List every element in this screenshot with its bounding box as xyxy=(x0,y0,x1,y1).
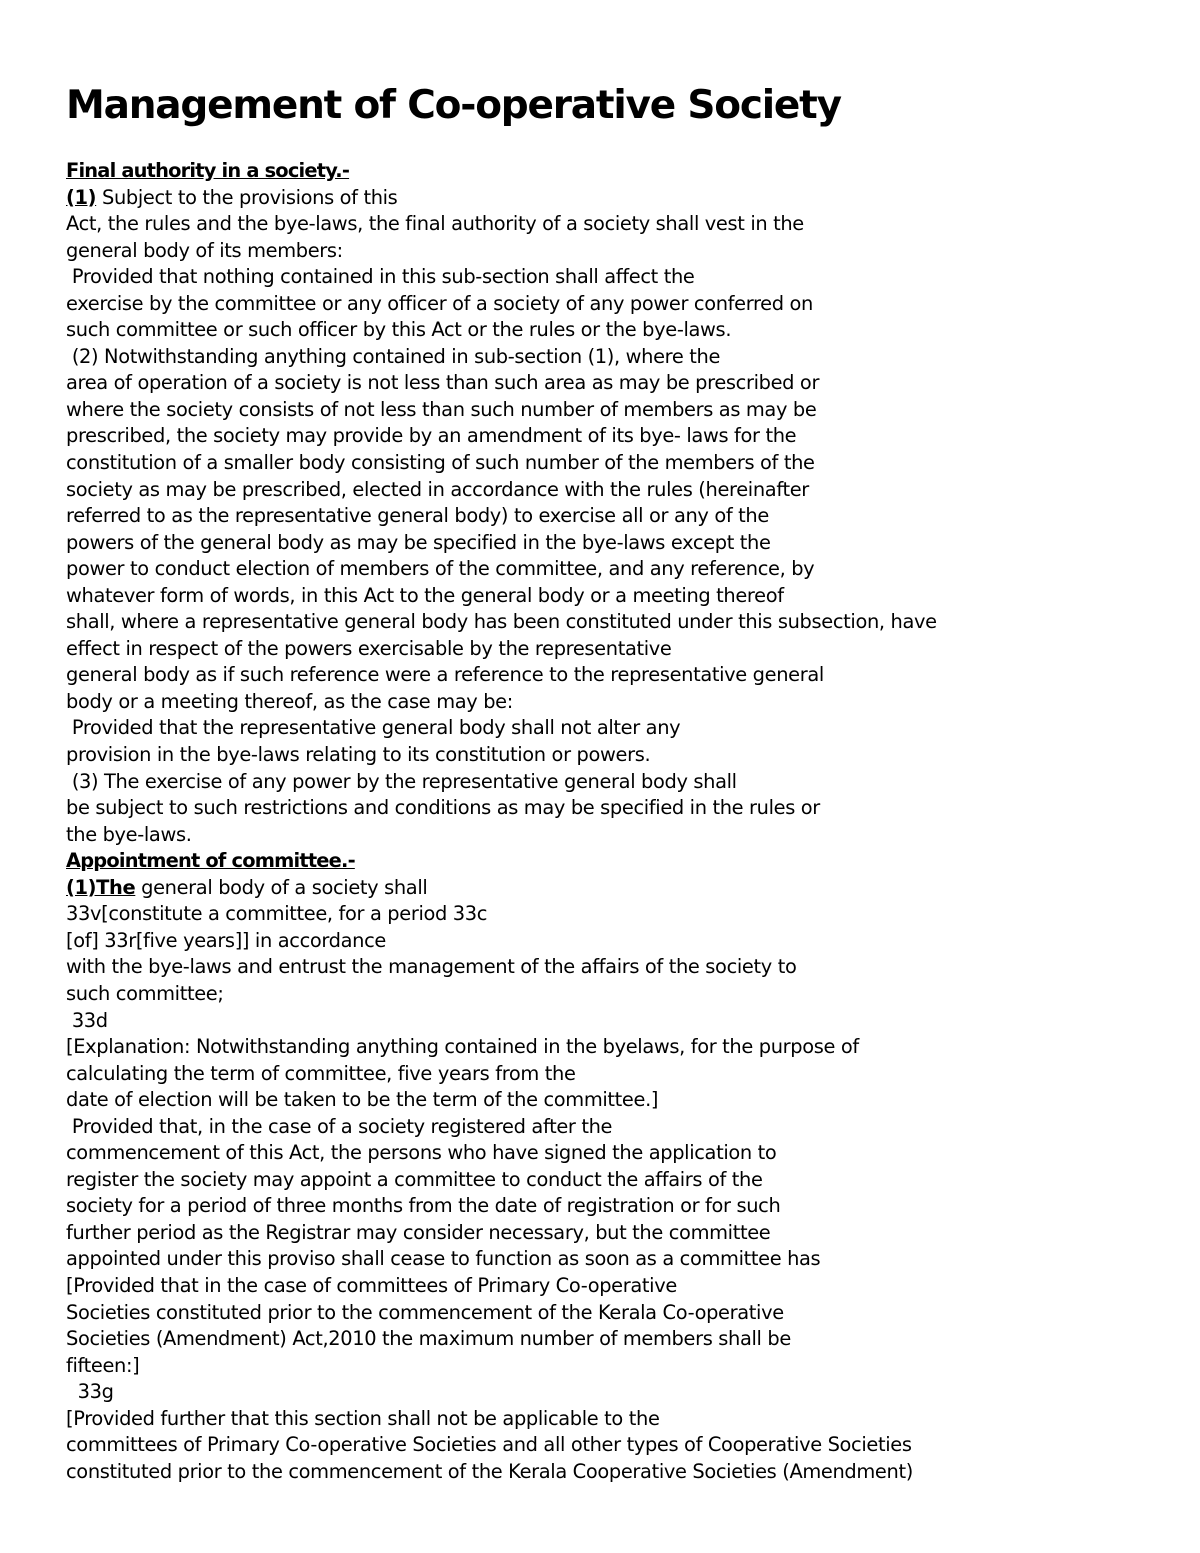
document-title: Management of Co-operative Society xyxy=(66,83,841,128)
text-line: [Provided that in the case of committees of Primary Co-operative xyxy=(66,1273,677,1297)
text-line: [Provided further that this section shall not be applicable to the xyxy=(66,1406,660,1430)
text-line: 33g xyxy=(66,1380,114,1404)
text-line: Societies (Amendment) Act,2010 the maximum number of members shall be xyxy=(66,1327,791,1351)
text-line: further period as the Registrar may consider necessary, but the committee xyxy=(66,1220,771,1244)
text-line: register the society may appoint a committee to conduct the affairs of the xyxy=(66,1167,763,1191)
text-line: [Explanation: Notwithstanding anything contained in the byelaws, for the purpose of xyxy=(66,1035,859,1059)
text-line: the bye-laws. xyxy=(66,822,192,846)
text-line: commencement of this Act, the persons who have signed the application to xyxy=(66,1141,777,1165)
text-line: effect in respect of the powers exercisable by the representative xyxy=(66,636,672,660)
text-line: powers of the general body as may be specified in the bye-laws except the xyxy=(66,530,771,554)
text-line: Societies constituted prior to the commencement of the Kerala Co-operative xyxy=(66,1300,784,1324)
text-line: where the society consists of not less than such number of members as may be xyxy=(66,397,817,421)
text-line: fifteen:] xyxy=(66,1353,140,1377)
text-line: committees of Primary Co-operative Societies and all other types of Cooperative Societies xyxy=(66,1433,912,1457)
text-line: Provided that the representative general body shall not alter any xyxy=(66,716,681,740)
text-line: constituted prior to the commencement of the Kerala Cooperative Societies (Amendment) xyxy=(66,1459,913,1483)
section-appointment-text xyxy=(66,901,1176,1485)
text-line: Provided that, in the case of a society registered after the xyxy=(66,1114,613,1138)
text-line: whatever form of words, in this Act to the general body or a meeting thereof xyxy=(66,583,784,607)
text-line: such committee; xyxy=(66,981,224,1005)
text-line: date of election will be taken to be the term of the committee.] xyxy=(66,1088,659,1112)
text-line: such committee or such officer by this Act or the rules or the bye-laws. xyxy=(66,318,732,342)
text-line: general body of its members: xyxy=(66,238,343,262)
text-line: general body as if such reference were a reference to the representative general xyxy=(66,663,824,687)
text-line: be subject to such restrictions and conditions as may be specified in the rules or xyxy=(66,796,820,820)
text-line: with the bye-laws and entrust the management of the affairs of the society to xyxy=(66,955,797,979)
document-page xyxy=(66,78,1176,1485)
paragraph-text: general body of a society shall xyxy=(135,875,428,899)
text-line: prescribed, the society may provide by an amendment of its bye- laws for the xyxy=(66,424,797,448)
text-line: society as may be prescribed, elected in accordance with the rules (hereinafter xyxy=(66,477,809,501)
text-line: (3) The exercise of any power by the representative general body shall xyxy=(66,769,737,793)
text-line: Provided that nothing contained in this sub-section shall affect the xyxy=(66,265,695,289)
section-paragraph-lead xyxy=(66,875,1176,902)
text-line: area of operation of a society is not less than such area as may be prescribed or xyxy=(66,371,820,395)
section-final-authority-text xyxy=(66,211,1176,848)
text-line: shall, where a representative general body has been constituted under this subsection, have xyxy=(66,610,937,634)
text-line: provision in the bye-laws relating to its constitution or powers. xyxy=(66,743,651,767)
text-line: exercise by the committee or any officer of a society of any power conferred on xyxy=(66,291,813,315)
subsection-number: (1)The xyxy=(66,875,136,899)
text-line: (2) Notwithstanding anything contained in sub-section (1), where the xyxy=(66,344,721,368)
text-line: 33d xyxy=(66,1008,108,1032)
text-line: referred to as the representative general body) to exercise all or any of the xyxy=(66,504,769,528)
text-line: body or a meeting thereof, as the case may be: xyxy=(66,689,513,713)
text-line: 33v[constitute a committee, for a period 33c xyxy=(66,902,488,926)
document-body xyxy=(66,158,1176,1485)
text-line: power to conduct election of members of the committee, and any reference, by xyxy=(66,557,815,581)
subsection-number: (1) xyxy=(66,185,97,209)
section-paragraph-lead xyxy=(66,185,1176,212)
section-heading-appointment-of-committee: Appointment of committee.- xyxy=(66,849,355,873)
text-line: society for a period of three months from the date of registration or for such xyxy=(66,1194,781,1218)
section-heading-final-authority: Final authority in a society.- xyxy=(66,159,350,182)
text-line: calculating the term of committee, five years from the xyxy=(66,1061,576,1085)
text-line: [of] 33r[five years]] in accordance xyxy=(66,928,386,952)
text-line: Act, the rules and the bye-laws, the final authority of a society shall vest in the xyxy=(66,212,804,236)
text-line: appointed under this proviso shall cease to function as soon as a committee has xyxy=(66,1247,821,1271)
paragraph-text: Subject to the provisions of this xyxy=(96,185,398,209)
text-line: constitution of a smaller body consisting of such number of the members of the xyxy=(66,451,815,475)
